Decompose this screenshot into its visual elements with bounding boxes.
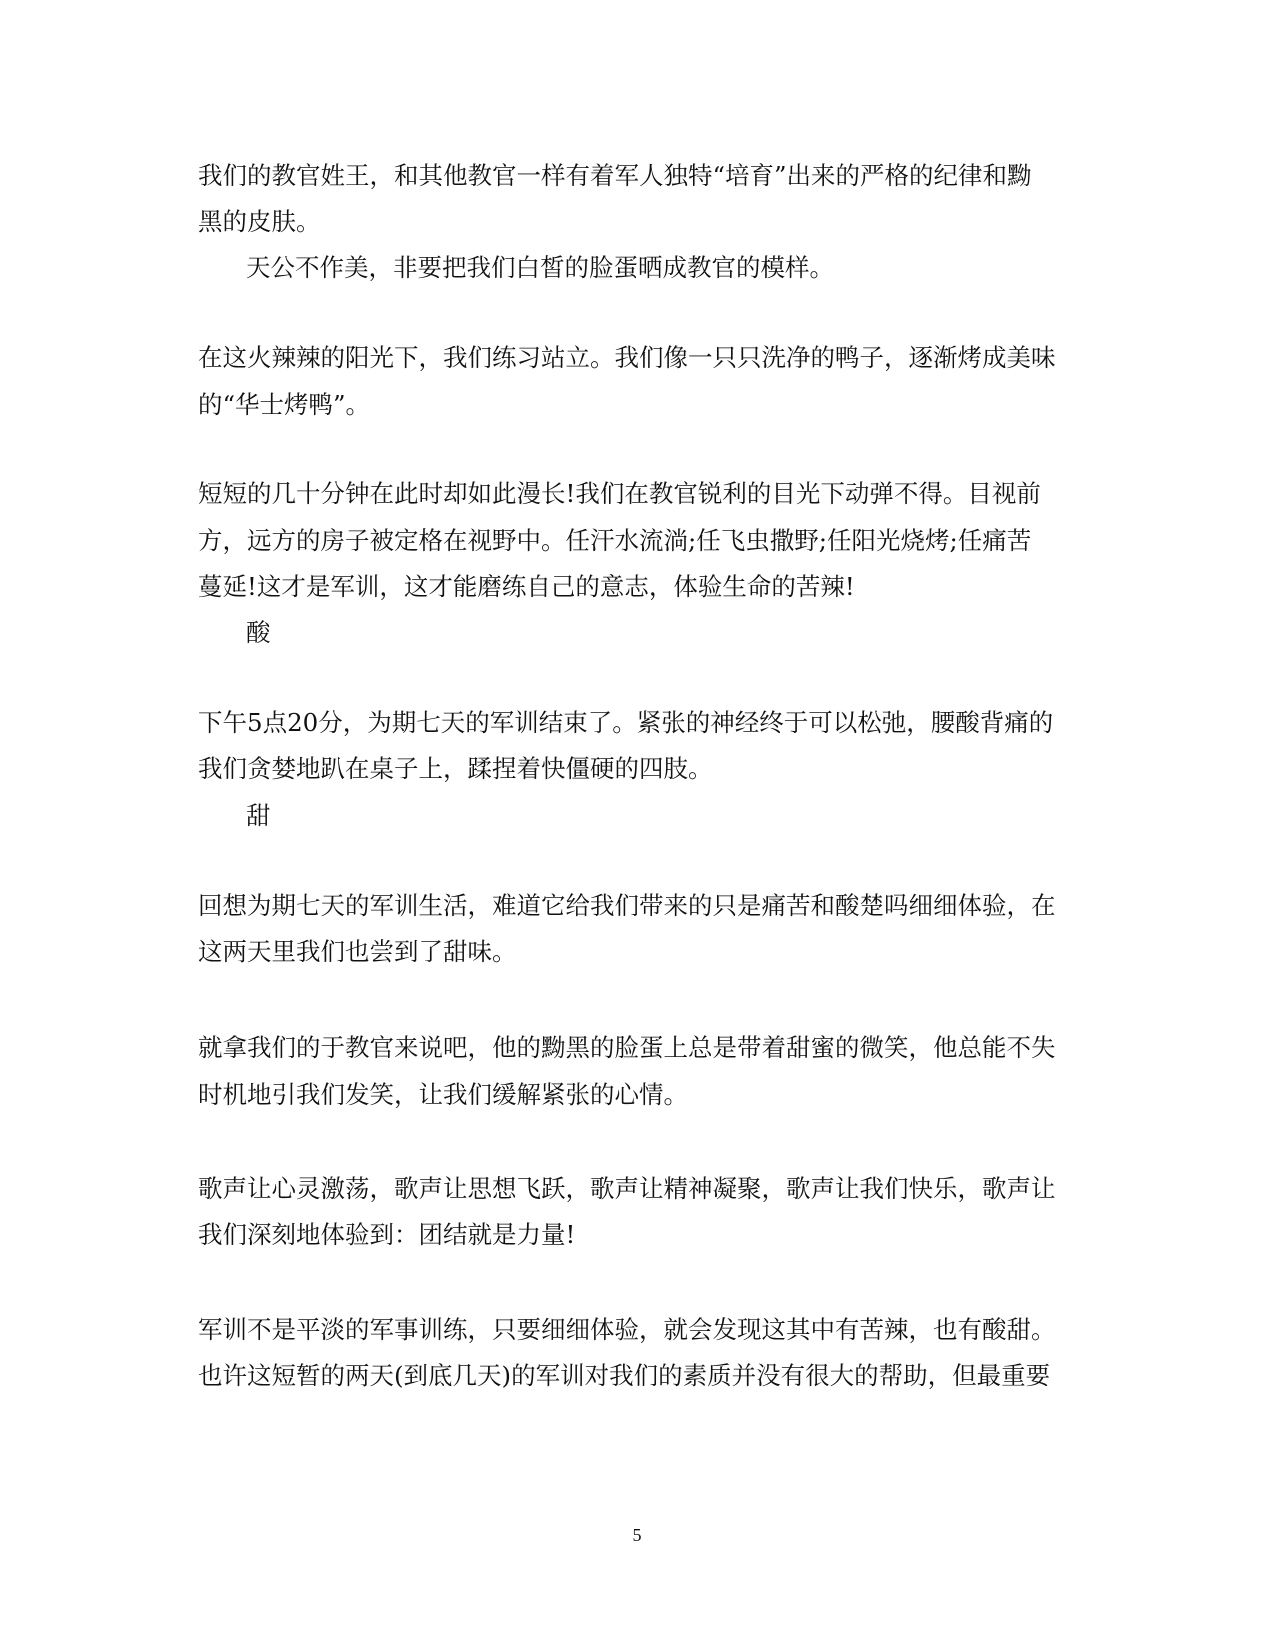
section-heading-sour: 酸 [246, 618, 271, 647]
section-heading-sweet: 甜 [246, 801, 271, 830]
text-line: 蔓延!这才是军训，这才能磨练自己的意志，体验生命的苦辣! [198, 572, 855, 601]
text-line: 我们贪婪地趴在桌子上，蹂捏着快僵硬的四肢。 [198, 754, 713, 783]
text-line: 下午5点20分，为期七天的军训结束了。紧张的神经终于可以松弛，腰酸背痛的 [198, 708, 1054, 737]
text-line: 时机地引我们发笑，让我们缓解紧张的心情。 [198, 1080, 688, 1109]
text-line: 短短的几十分钟在此时却如此漫长!我们在教官锐利的目光下动弹不得。目视前 [198, 479, 1041, 508]
text-line: 天公不作美，非要把我们白皙的脸蛋晒成教官的模样。 [246, 253, 834, 282]
text-line: 也许这短暂的两天(到底几天)的军训对我们的素质并没有很大的帮助，但最重要 [198, 1361, 1051, 1390]
text-line: 方，远方的房子被定格在视野中。任汗水流淌;任飞虫撒野;任阳光烧烤;任痛苦 [198, 526, 1032, 555]
text-line: 的“华士烤鸭”。 [198, 390, 371, 419]
text-line: 我们深刻地体验到：团结就是力量! [198, 1220, 576, 1249]
text-line: 歌声让心灵激荡，歌声让思想飞跃，歌声让精神凝聚，歌声让我们快乐，歌声让 [198, 1174, 1056, 1203]
text-line: 黑的皮肤。 [198, 207, 321, 236]
text-line: 在这火辣辣的阳光下，我们练习站立。我们像一只只洗净的鸭子，逐渐烤成美味 [198, 343, 1056, 372]
text-line: 就拿我们的于教官来说吧，他的黝黑的脸蛋上总是带着甜蜜的微笑，他总能不失 [198, 1033, 1056, 1062]
text-line: 军训不是平淡的军事训练，只要细细体验，就会发现这其中有苦辣，也有酸甜。 [198, 1315, 1056, 1344]
text-line: 这两天里我们也尝到了甜味。 [198, 937, 517, 966]
page-number: 5 [632, 1525, 642, 1545]
text-line: 我们的教官姓王，和其他教官一样有着军人独特“培育”出来的严格的纪律和黝 [198, 161, 1032, 190]
text-line: 回想为期七天的军训生活，难道它给我们带来的只是痛苦和酸楚吗细细体验，在 [198, 891, 1056, 920]
